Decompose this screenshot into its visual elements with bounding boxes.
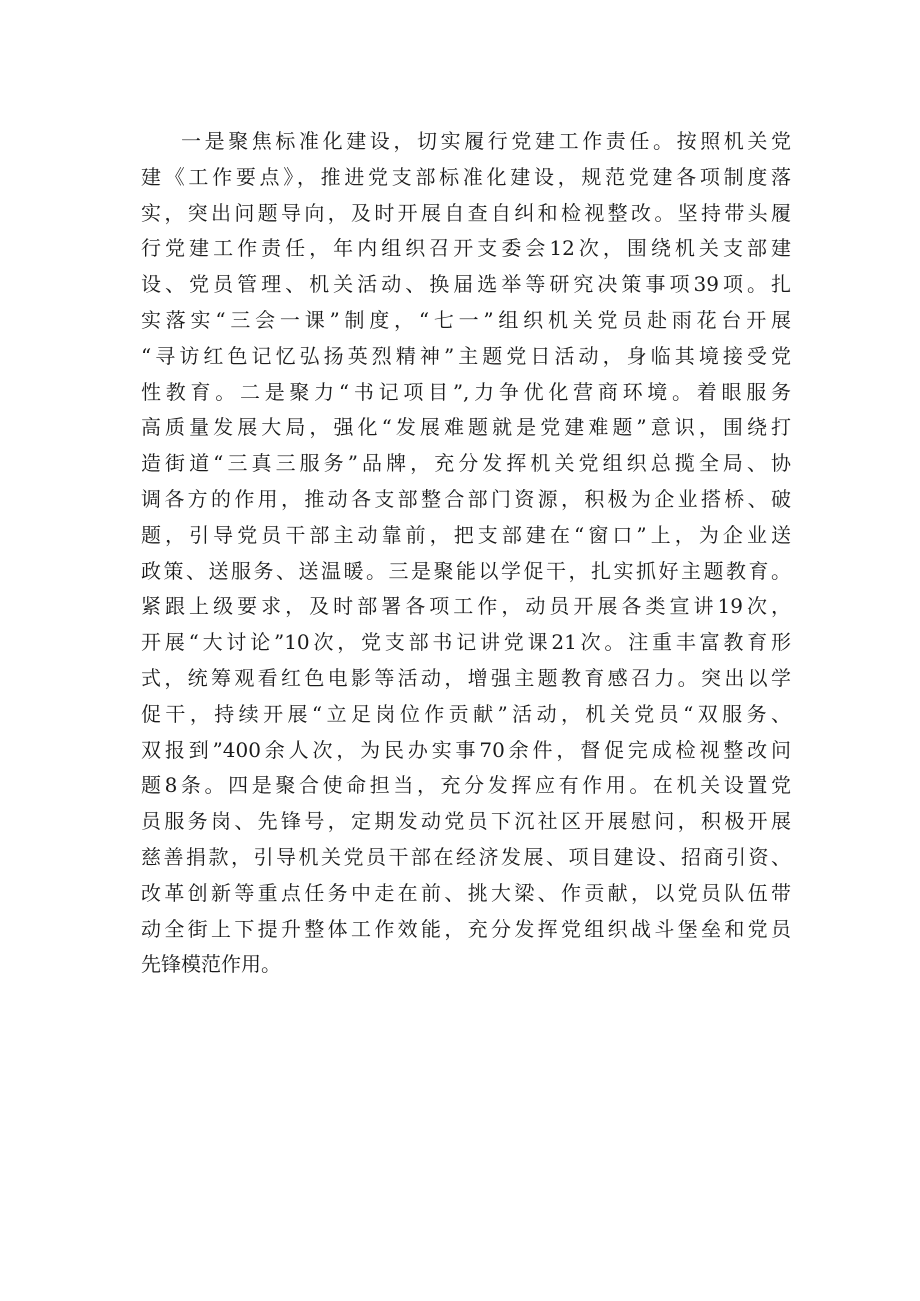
paragraph-line: 一是聚焦标准化建设，切实履行党建工作责任。按照机关党 (181, 129, 791, 153)
paragraph-line: 建《工作要点》，推进党支部标准化建设，规范党建各项制度落 (141, 164, 791, 189)
paragraph-line: 紧跟上级要求，及时部署各项工作，动员开展各类宣讲19次， (141, 594, 791, 619)
paragraph-line: 促干，持续开展“立足岗位作贡献”活动，机关党员“双服务、 (141, 701, 791, 726)
paragraph-line: 政策、送服务、送温暖。三是聚能以学促干，扎实抓好主题教育。 (141, 558, 791, 583)
body-paragraph (141, 124, 791, 983)
paragraph-line: 改革创新等重点任务中走在前、挑大梁、作贡献，以党员队伍带 (141, 880, 791, 905)
paragraph-line: 设、党员管理、机关活动、换届选举等研究决策事项39项。扎 (141, 272, 791, 297)
paragraph-line: 慈善捐款，引导机关党员干部在经济发展、项目建设、招商引资、 (141, 844, 791, 869)
paragraph-line: 动全街上下提升整体工作效能，充分发挥党组织战斗堡垒和党员 (141, 916, 791, 941)
paragraph-line: 题，引导党员干部主动靠前，把支部建在“窗口”上，为企业送 (141, 522, 791, 547)
paragraph-line: 式，统筹观看红色电影等活动，增强主题教育感召力。突出以学 (141, 665, 791, 690)
paragraph-line: 高质量发展大局，强化“发展难题就是党建难题”意识，围绕打 (141, 415, 791, 440)
paragraph-line: 调各方的作用，推动各支部整合部门资源，积极为企业搭桥、破 (141, 486, 791, 511)
paragraph-line: 先锋模范作用。 (141, 952, 281, 977)
paragraph-line: 双报到”400余人次，为民办实事70余件，督促完成检视整改问 (141, 737, 791, 762)
paragraph-line: 实，突出问题导向，及时开展自查自纠和检视整改。坚持带头履 (141, 200, 791, 225)
paragraph-line: 实落实“三会一课”制度，“七一”组织机关党员赴雨花台开展 (141, 307, 791, 332)
paragraph-line: 造街道“三真三服务”品牌，充分发挥机关党组织总揽全局、协 (141, 451, 791, 476)
paragraph-line: 行党建工作责任，年内组织召开支委会12次，围绕机关支部建 (141, 236, 791, 261)
paragraph-line: 性教育。二是聚力“书记项目”,力争优化营商环境。着眼服务 (141, 379, 791, 404)
paragraph-line: 题8条。四是聚合使命担当，充分发挥应有作用。在机关设置党 (141, 773, 791, 798)
paragraph-line: 员服务岗、先锋号，定期发动党员下沉社区开展慰问，积极开展 (141, 809, 791, 834)
paragraph-line: “寻访红色记忆弘扬英烈精神”主题党日活动，身临其境接受党 (141, 343, 791, 368)
paragraph-line: 开展“大讨论”10次，党支部书记讲党课21次。注重丰富教育形 (141, 630, 791, 655)
